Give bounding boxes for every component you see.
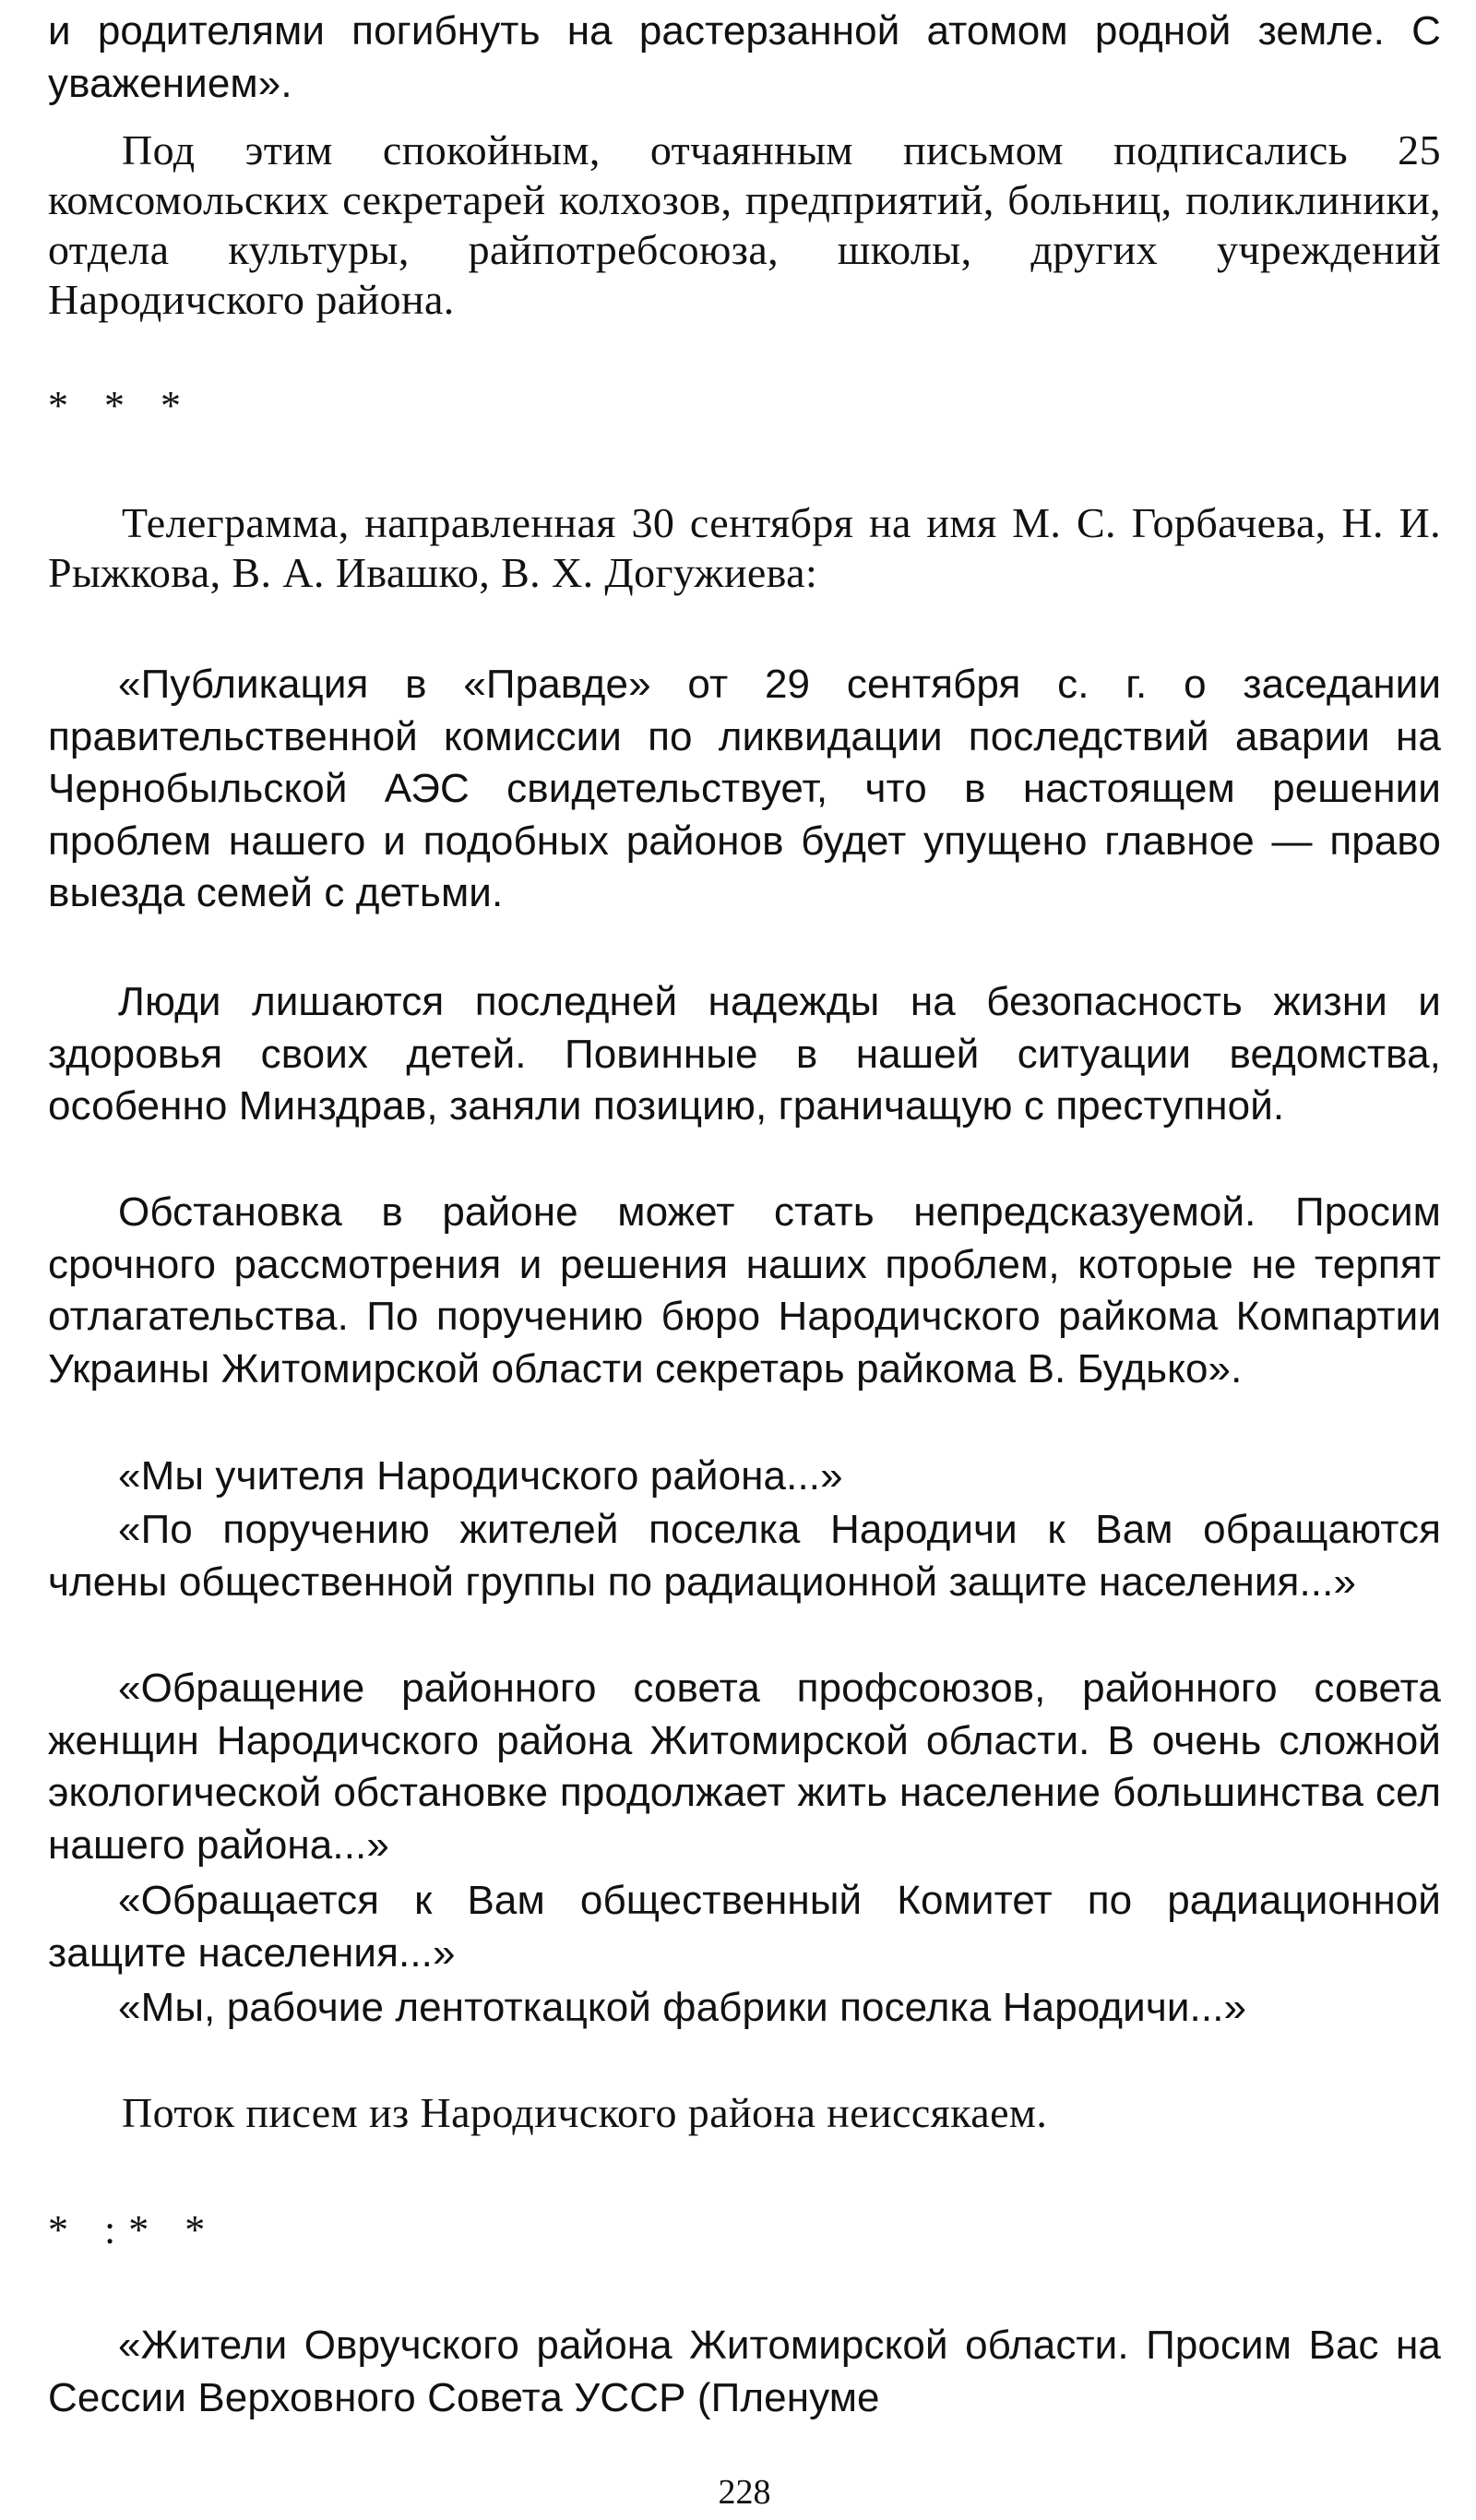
paragraph-committee: «Обращается к Вам общественный Комитет по радиационной защите населения...» bbox=[48, 1878, 1441, 1976]
paragraph-ovruch: «Жители Овручского района Житомирской области. Просим Вас на Сессии Верховного Совета УССР (Пленуме bbox=[48, 2323, 1441, 2420]
paragraph-telegram-quote: «Публикация в «Правде» от 29 сентября с. г. о заседании правительственной комиссии по ликвидации последствий аварии на Чернобыльской АЭС свидетельствует, что в настоящем решении проблем нашего и подобных районов будет упущено главное — право выезда семей с детьми. bbox=[48, 662, 1441, 915]
paragraph-continuation: и родителями погибнуть на растерзанной атомом родной земле. С уважением». bbox=[48, 8, 1441, 106]
page-number: 228 bbox=[718, 2473, 771, 2512]
paragraph-letters-flow: Поток писем из Народичского района неиссякаем. bbox=[122, 2089, 1048, 2136]
paragraph-telegram-situation: Обстановка в районе может стать непредсказуемой. Просим срочного рассмотрения и решения наших проблем, которые не терпят отлагательства. По поручению бюро Народичского райкома Компартии Украины Житомирской области секретарь райкома В. Будько». bbox=[48, 1189, 1441, 1391]
paragraph-workers: «Мы, рабочие лентоткацкой фабрики поселка Народичи...» bbox=[118, 1985, 1247, 2030]
paragraph-teachers: «Мы учителя Народичского района...» bbox=[118, 1453, 843, 1499]
book-page bbox=[48, 6, 1441, 2511]
paragraph-residents: «По поручению жителей поселка Народичи к Вам обращаются члены общественной группы по радиационной защите населения...» bbox=[48, 1507, 1441, 1605]
section-separator-2: * :* * bbox=[48, 2207, 219, 2252]
section-separator: * * * bbox=[48, 383, 194, 428]
paragraph-council: «Обращение районного совета профсоюзов, районного совета женщин Народичского района Житомирской области. В очень сложной экологической обстановке продолжает жить население большинства сел нашего района...» bbox=[48, 1666, 1441, 1868]
paragraph-telegram-intro: Телеграмма, направленная 30 сентября на имя М. С. Горбачева, Н. И. Рыжкова, В. А. Ивашко, В. Х. Догужиева: bbox=[48, 499, 1441, 596]
paragraph-signatories: Под этим спокойным, отчаянным письмом подписались 25 комсомольских секретарей колхозов, предприятий, больниц, поликлиники, отдела культуры, райпотребсоюза, школы, других учреждений Народичского района. bbox=[48, 126, 1441, 323]
paragraph-telegram-people: Люди лишаются последней надежды на безопасность жизни и здоровья своих детей. Повинные в нашей ситуации ведомства, особенно Минздрав, заняли позицию, граничащую с преступной. bbox=[48, 979, 1441, 1129]
